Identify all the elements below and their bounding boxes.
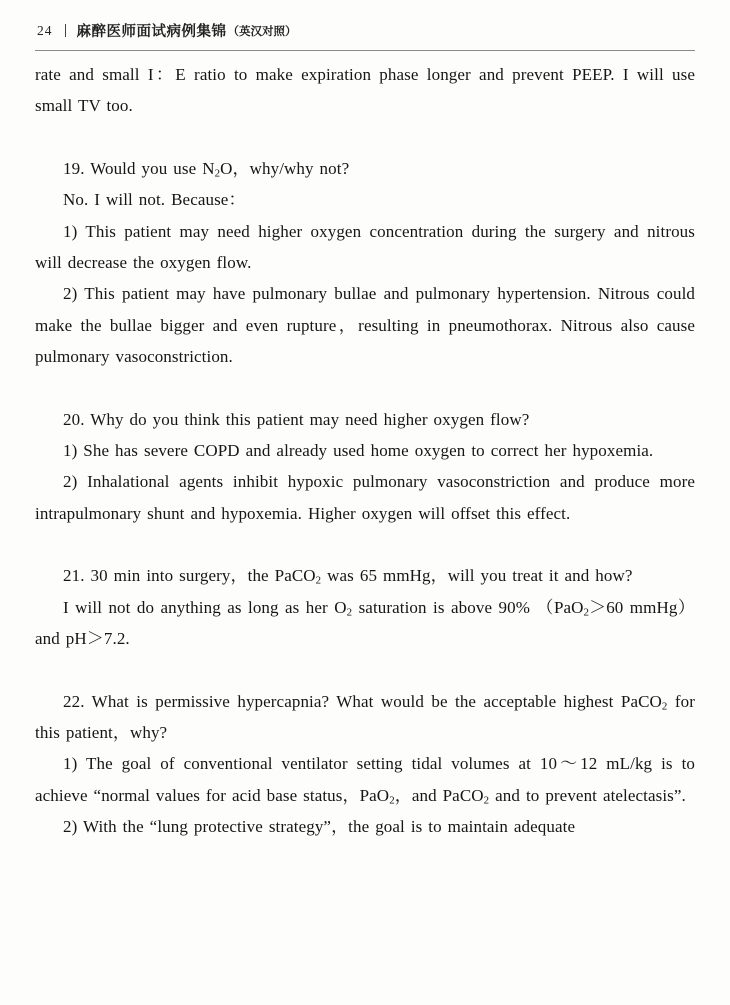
subscript: 2 — [483, 794, 490, 807]
book-title-subtitle: （英汉对照） — [227, 25, 297, 38]
header-rule — [35, 50, 695, 51]
page-header — [35, 14, 695, 49]
page-number: 24 — [37, 22, 53, 38]
page-body — [35, 59, 695, 843]
paragraph: No. I will not. Because： — [63, 190, 246, 210]
paragraph: 19. Would you use $N_2O$，why/why not? — [63, 158, 350, 180]
subscript: 2 — [583, 606, 590, 619]
book-title: 麻醉医师面试病例集锦 — [76, 24, 227, 40]
header-divider — [65, 24, 66, 37]
paragraph: I will not do anything as long as her $O_2$ saturation is above 90% （PaO$_2$＞60 mmHg） and pH＞7.2. — [35, 597, 696, 649]
paragraph: 22. What is permissive hypercapnia? What would be the acceptable highest PaCO$_2$ for this patient，why? — [35, 691, 696, 742]
paragraph: 1) This patient may need higher oxygen concentration during the surgery and nitrous will decrease the oxygen flow. — [35, 221, 695, 273]
paragraph: 21. 30 min into surgery，the PaCO$_2$ was 65 mmHg，will you treat it and how? — [63, 566, 633, 587]
subscript: 2 — [346, 606, 353, 619]
paragraph: rate and small I：E ratio to make expiration phase longer and prevent PEEP. I will use small TV too. — [35, 65, 695, 116]
paragraph: 2) Inhalational agents inhibit hypoxic pulmonary vasoconstriction and produce more intrapulmonary shunt and hypoxemia. Higher oxygen will offset this effect. — [35, 472, 695, 523]
paragraph: 1) She has severe COPD and already used home oxygen to correct her hypoxemia. — [63, 441, 654, 461]
paragraph: 20. Why do you think this patient may need higher oxygen flow? — [63, 409, 530, 429]
subscript: 2 — [661, 700, 668, 713]
subscript: 2 — [315, 575, 322, 587]
paragraph: 2) This patient may have pulmonary bullae and pulmonary hypertension. Nitrous could make the bullae bigger and even rupture，resulting in pneumothorax. Nitrous also cause pulmonary vasoconstriction. — [35, 284, 695, 367]
paragraph: 2) With the “lung protective strategy”，the goal is to maintain adequate — [63, 817, 576, 837]
paragraph: 1) The goal of conventional ventilator setting tidal volumes at 10～12 mL/kg is to achieve “normal values for acid base status，PaO$_2$，and PaCO$_2$ and to prevent atelectasis”. — [35, 754, 695, 807]
subscript: 2 — [389, 794, 395, 807]
subscript: 2 — [214, 167, 221, 180]
